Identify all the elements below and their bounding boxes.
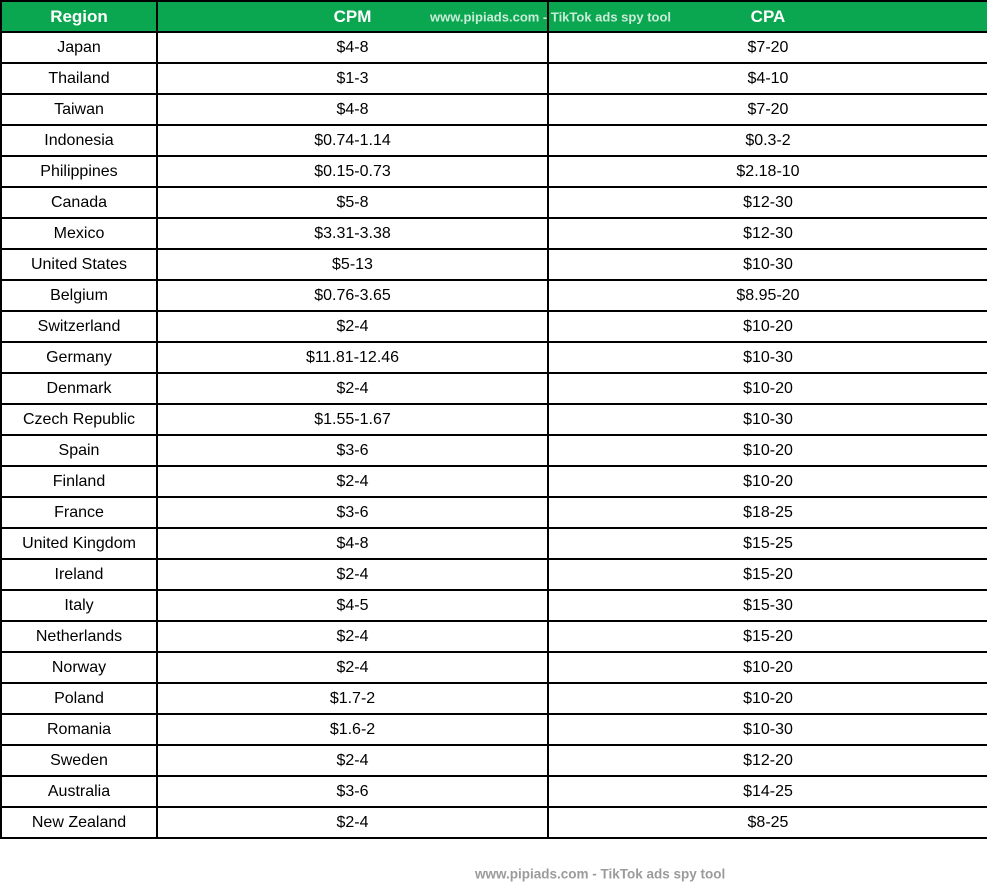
table-row: [1, 652, 987, 683]
table-row: [1, 807, 987, 838]
region-cell: Switzerland: [1, 311, 157, 342]
region-cell: Netherlands: [1, 621, 157, 652]
region-cell: Denmark: [1, 373, 157, 404]
table-row: [1, 466, 987, 497]
cpm-cell: $2-4: [157, 311, 548, 342]
cpa-cell: $14-25: [548, 776, 987, 807]
cpm-cell: $2-4: [157, 807, 548, 838]
column-header-cpa: CPA: [548, 1, 987, 32]
cpm-cell: $4-5: [157, 590, 548, 621]
cpa-cell: $10-20: [548, 373, 987, 404]
table-row: [1, 125, 987, 156]
region-cell: Norway: [1, 652, 157, 683]
cpm-cell: $4-8: [157, 528, 548, 559]
watermark-footer: www.pipiads.com - TikTok ads spy tool: [475, 866, 726, 882]
region-cell: Poland: [1, 683, 157, 714]
cpa-cell: $10-20: [548, 466, 987, 497]
cpa-cell: $15-20: [548, 621, 987, 652]
table-row: [1, 311, 987, 342]
table-row: [1, 528, 987, 559]
region-cell: Canada: [1, 187, 157, 218]
cpa-cell: $10-30: [548, 249, 987, 280]
table-row: [1, 683, 987, 714]
cpa-cell: $12-20: [548, 745, 987, 776]
cpm-cell: $2-4: [157, 745, 548, 776]
table-row: [1, 714, 987, 745]
region-cell: United States: [1, 249, 157, 280]
region-cell: Sweden: [1, 745, 157, 776]
cpa-cell: $10-30: [548, 714, 987, 745]
region-cell: Mexico: [1, 218, 157, 249]
cpa-cell: $10-20: [548, 683, 987, 714]
cpa-cell: $18-25: [548, 497, 987, 528]
region-cell: Romania: [1, 714, 157, 745]
column-header-cpm: CPM: [157, 1, 548, 32]
region-cell: Australia: [1, 776, 157, 807]
cpa-cell: $12-30: [548, 218, 987, 249]
region-cell: Taiwan: [1, 94, 157, 125]
region-cell: New Zealand: [1, 807, 157, 838]
region-cell: Spain: [1, 435, 157, 466]
table-row: [1, 745, 987, 776]
cpm-cell: $1-3: [157, 63, 548, 94]
cpm-cell: $0.74-1.14: [157, 125, 548, 156]
region-cell: Finland: [1, 466, 157, 497]
cpm-cell: $1.6-2: [157, 714, 548, 745]
cpm-cell: $3-6: [157, 776, 548, 807]
table-row: [1, 342, 987, 373]
region-cell: Czech Republic: [1, 404, 157, 435]
cpa-cell: $2.18-10: [548, 156, 987, 187]
cpm-cell: $2-4: [157, 621, 548, 652]
cpm-cell: $0.15-0.73: [157, 156, 548, 187]
table-row: [1, 63, 987, 94]
cpa-cell: $10-20: [548, 652, 987, 683]
cpa-cell: $10-20: [548, 311, 987, 342]
table-row: [1, 497, 987, 528]
cpa-cell: $15-30: [548, 590, 987, 621]
table-row: [1, 32, 987, 63]
region-cell: Indonesia: [1, 125, 157, 156]
region-cell: Ireland: [1, 559, 157, 590]
column-header-region: Region: [1, 1, 157, 32]
table-row: [1, 590, 987, 621]
cpm-cell: $1.7-2: [157, 683, 548, 714]
table-row: [1, 373, 987, 404]
cpa-cell: $4-10: [548, 63, 987, 94]
cpa-cell: $7-20: [548, 32, 987, 63]
cpm-cell: $0.76-3.65: [157, 280, 548, 311]
cpa-cell: $10-20: [548, 435, 987, 466]
region-cell: Japan: [1, 32, 157, 63]
region-cell: United Kingdom: [1, 528, 157, 559]
table-row: [1, 435, 987, 466]
cpm-cell: $2-4: [157, 466, 548, 497]
table-row: [1, 156, 987, 187]
region-cell: France: [1, 497, 157, 528]
cpa-cell: $8-25: [548, 807, 987, 838]
table-row: [1, 776, 987, 807]
cpm-cell: $2-4: [157, 373, 548, 404]
table-row: [1, 621, 987, 652]
cpm-cell: $4-8: [157, 94, 548, 125]
cpm-cell: $3-6: [157, 435, 548, 466]
header-row: [1, 1, 987, 32]
table-row: [1, 218, 987, 249]
cpa-cell: $12-30: [548, 187, 987, 218]
table-row: [1, 280, 987, 311]
table-row: [1, 249, 987, 280]
cpa-cell: $15-20: [548, 559, 987, 590]
cpm-cell: $2-4: [157, 559, 548, 590]
cpa-cell: $10-30: [548, 404, 987, 435]
table-row: [1, 187, 987, 218]
region-cell: Italy: [1, 590, 157, 621]
cpm-cell: $4-8: [157, 32, 548, 63]
cpm-cell: $11.81-12.46: [157, 342, 548, 373]
region-cell: Thailand: [1, 63, 157, 94]
watermark-header: www.pipiads.com - TikTok ads spy tool: [430, 9, 672, 25]
cpm-cell: $5-13: [157, 249, 548, 280]
cpm-cell: $3-6: [157, 497, 548, 528]
cpm-cell: $2-4: [157, 652, 548, 683]
table-body: [1, 32, 987, 838]
region-cell: Germany: [1, 342, 157, 373]
cpm-cell: $1.55-1.67: [157, 404, 548, 435]
cpa-cell: $15-25: [548, 528, 987, 559]
cpa-cell: $10-30: [548, 342, 987, 373]
region-cell: Belgium: [1, 280, 157, 311]
cpa-cell: $7-20: [548, 94, 987, 125]
cpm-cell: $3.31-3.38: [157, 218, 548, 249]
table-row: [1, 94, 987, 125]
table-row: [1, 559, 987, 590]
cpm-cell: $5-8: [157, 187, 548, 218]
cpa-cell: $0.3-2: [548, 125, 987, 156]
region-cell: Philippines: [1, 156, 157, 187]
cpa-cell: $8.95-20: [548, 280, 987, 311]
table-row: [1, 404, 987, 435]
